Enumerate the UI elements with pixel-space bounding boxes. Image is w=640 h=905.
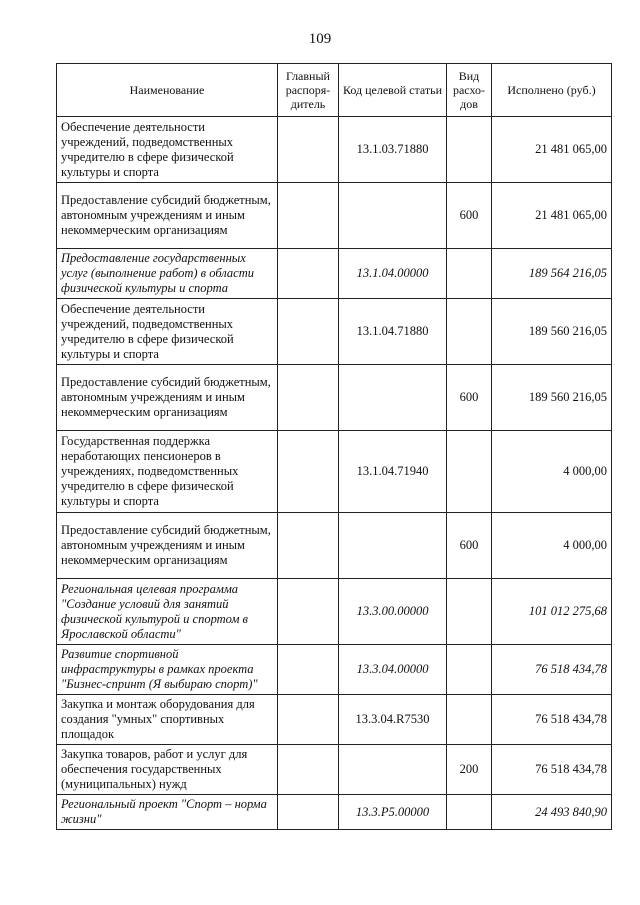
cell-name: Закупка товаров, работ и услуг для обеспечения государственных (муниципальных) нужд xyxy=(57,745,278,795)
cell-code: 13.3.00.00000 xyxy=(339,579,447,645)
table-row xyxy=(57,183,612,249)
cell-kind: 200 xyxy=(447,745,492,795)
cell-name: Предоставление государственных услуг (выполнение работ) в области физической культуры и спорта xyxy=(57,249,278,299)
cell-code: 13.1.04.00000 xyxy=(339,249,447,299)
header-name: Наименование xyxy=(57,64,278,117)
cell-name: Региональный проект "Спорт – норма жизни" xyxy=(57,795,278,830)
cell-amount: 24 493 840,90 xyxy=(492,795,612,830)
cell-amount: 21 481 065,00 xyxy=(492,183,612,249)
cell-code: 13.3.04.00000 xyxy=(339,645,447,695)
cell-manager xyxy=(278,249,339,299)
cell-manager xyxy=(278,117,339,183)
table-row xyxy=(57,745,612,795)
cell-kind xyxy=(447,431,492,513)
cell-amount: 4 000,00 xyxy=(492,431,612,513)
cell-kind xyxy=(447,299,492,365)
cell-code xyxy=(339,513,447,579)
header-kind: Вид расхо- дов xyxy=(447,64,492,117)
cell-code: 13.3.P5.00000 xyxy=(339,795,447,830)
cell-code: 13.3.04.R7530 xyxy=(339,695,447,745)
cell-kind: 600 xyxy=(447,513,492,579)
cell-name: Предоставление субсидий бюджетным, автономным учреждениям и иным некоммерческим организациям xyxy=(57,513,278,579)
table-body xyxy=(57,117,612,830)
cell-name: Закупка и монтаж оборудования для создания "умных" спортивных площадок xyxy=(57,695,278,745)
cell-kind xyxy=(447,249,492,299)
cell-amount: 4 000,00 xyxy=(492,513,612,579)
table-row xyxy=(57,695,612,745)
cell-manager xyxy=(278,695,339,745)
cell-name: Региональная целевая программа "Создание условий для занятий физической культурой и спортом в Ярославской области" xyxy=(57,579,278,645)
cell-code xyxy=(339,183,447,249)
cell-code: 13.1.03.71880 xyxy=(339,117,447,183)
cell-manager xyxy=(278,579,339,645)
cell-kind xyxy=(447,579,492,645)
cell-code: 13.1.04.71880 xyxy=(339,299,447,365)
cell-name: Предоставление субсидий бюджетным, автономным учреждениям и иным некоммерческим организациям xyxy=(57,183,278,249)
cell-amount: 76 518 434,78 xyxy=(492,645,612,695)
table-row xyxy=(57,795,612,830)
cell-manager xyxy=(278,645,339,695)
budget-execution-table xyxy=(56,63,612,830)
table-row xyxy=(57,579,612,645)
cell-manager xyxy=(278,513,339,579)
cell-manager xyxy=(278,745,339,795)
table-row xyxy=(57,249,612,299)
cell-kind: 600 xyxy=(447,365,492,431)
cell-name: Обеспечение деятельности учреждений, подведомственных учредителю в сфере физической культуры и спорта xyxy=(57,299,278,365)
header-manager: Главный распоря- дитель xyxy=(278,64,339,117)
cell-name: Государственная поддержка неработающих пенсионеров в учреждениях, подведомственных учредителю в сфере физической культуры и спорта xyxy=(57,431,278,513)
cell-amount: 76 518 434,78 xyxy=(492,745,612,795)
page-number: 109 xyxy=(308,31,332,47)
cell-code xyxy=(339,365,447,431)
table-row xyxy=(57,299,612,365)
cell-code xyxy=(339,745,447,795)
cell-amount: 189 564 216,05 xyxy=(492,249,612,299)
cell-manager xyxy=(278,795,339,830)
table-row xyxy=(57,645,612,695)
table-row xyxy=(57,117,612,183)
table-header-row xyxy=(57,64,612,117)
cell-manager xyxy=(278,183,339,249)
table-row xyxy=(57,365,612,431)
cell-name: Предоставление субсидий бюджетным, автономным учреждениям и иным некоммерческим организациям xyxy=(57,365,278,431)
cell-amount: 21 481 065,00 xyxy=(492,117,612,183)
cell-name: Обеспечение деятельности учреждений, подведомственных учредителю в сфере физической культуры и спорта xyxy=(57,117,278,183)
table-row xyxy=(57,513,612,579)
cell-kind xyxy=(447,117,492,183)
table-row xyxy=(57,431,612,513)
cell-kind xyxy=(447,795,492,830)
cell-kind xyxy=(447,645,492,695)
cell-kind xyxy=(447,695,492,745)
cell-manager xyxy=(278,365,339,431)
cell-name: Развитие спортивной инфраструктуры в рамках проекта "Бизнес-спринт (Я выбираю спорт)" xyxy=(57,645,278,695)
cell-amount: 101 012 275,68 xyxy=(492,579,612,645)
cell-amount: 189 560 216,05 xyxy=(492,365,612,431)
cell-amount: 189 560 216,05 xyxy=(492,299,612,365)
cell-manager xyxy=(278,299,339,365)
cell-code: 13.1.04.71940 xyxy=(339,431,447,513)
header-amount: Исполнено (руб.) xyxy=(492,64,612,117)
cell-kind: 600 xyxy=(447,183,492,249)
header-code: Код целевой статьи xyxy=(339,64,447,117)
cell-manager xyxy=(278,431,339,513)
cell-amount: 76 518 434,78 xyxy=(492,695,612,745)
